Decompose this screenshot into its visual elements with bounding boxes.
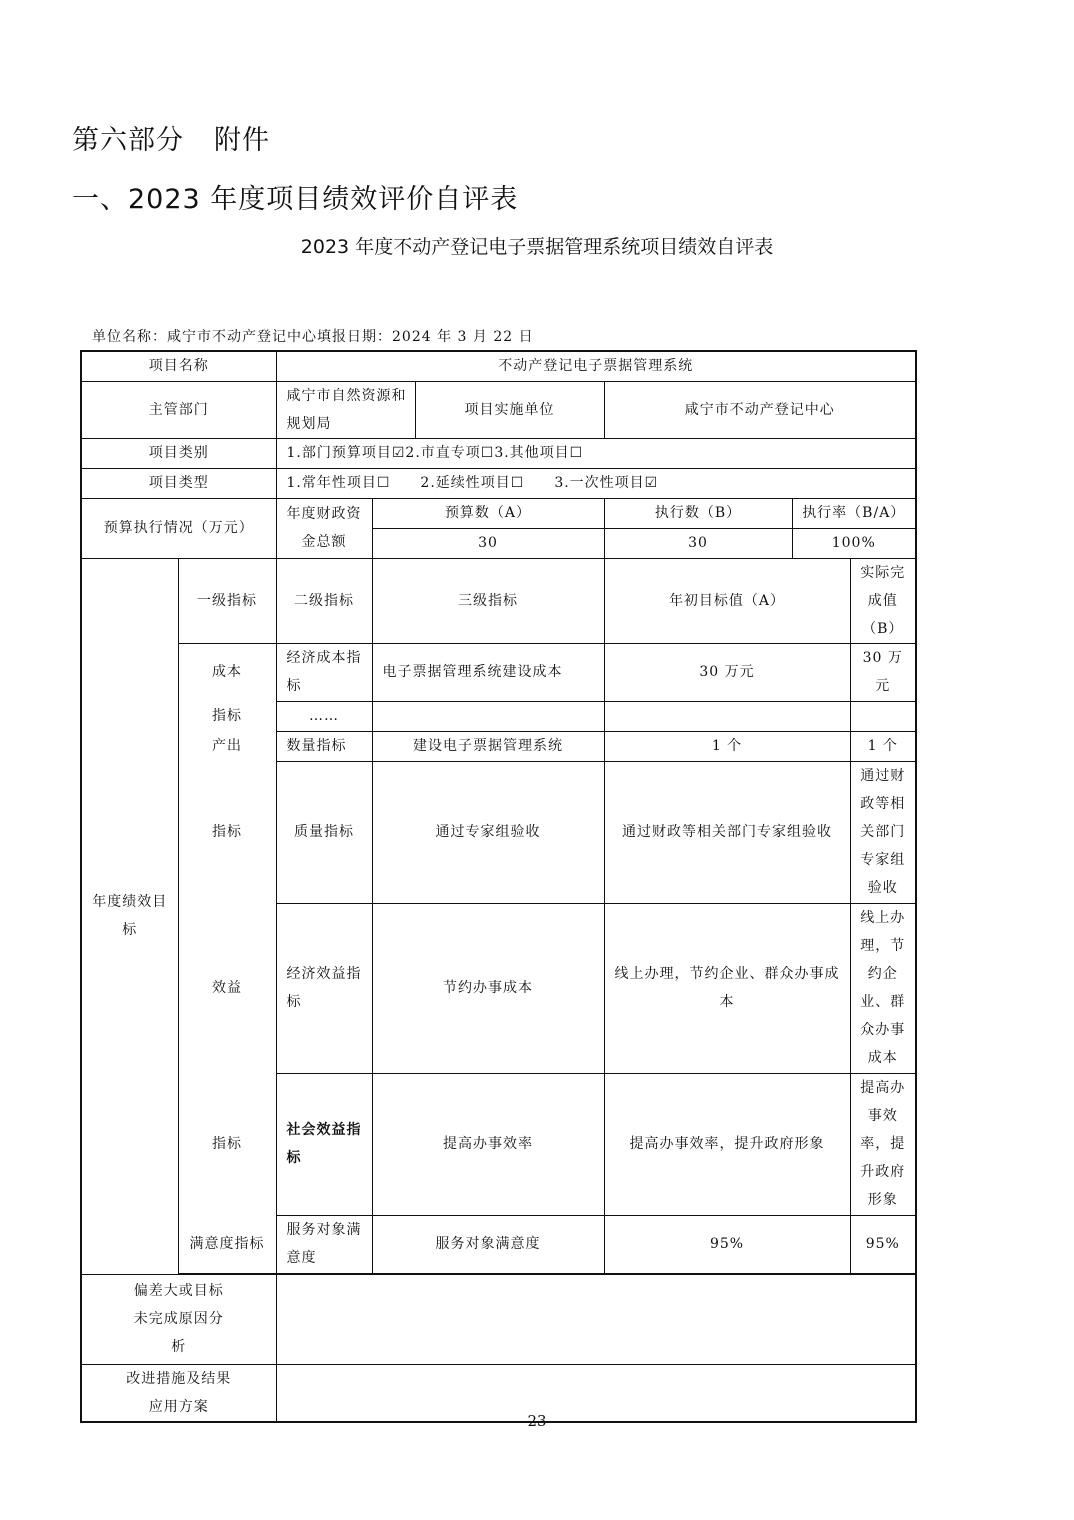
section-annex: 附件 — [214, 125, 270, 156]
table-row — [81, 643, 916, 701]
header-level3: 三级指标 — [372, 558, 604, 643]
table-row — [81, 1073, 916, 1215]
improve-label: 改进措施及结果应用方案 — [81, 1364, 276, 1422]
level1-segment: 指标 — [178, 1073, 276, 1215]
fund-total-label: 年度财政资金总额 — [276, 498, 372, 558]
actual-cell: 1 个 — [850, 731, 916, 761]
section-part: 第六部分 — [72, 125, 184, 156]
actual-cell: 95% — [850, 1215, 916, 1273]
page-heading: 一、2023 年度项目绩效评价自评表 — [72, 184, 519, 215]
level2-cell: 经济成本指标 — [276, 643, 372, 701]
rate-value: 100% — [792, 528, 916, 558]
level1-segment: 指标 — [178, 701, 276, 731]
table-row — [81, 761, 916, 903]
row-project-name — [81, 351, 916, 381]
actual-cell: 提高办事效率，提升政府形象 — [850, 1073, 916, 1215]
level3-cell — [372, 701, 604, 731]
actual-cell: 30 万元 — [850, 643, 916, 701]
row-type — [81, 468, 916, 498]
target-cell: 1 个 — [604, 731, 850, 761]
project-name-value: 不动产登记电子票据管理系统 — [276, 351, 916, 381]
project-name-label: 项目名称 — [81, 351, 276, 381]
goals-group-label: 年度绩效目标 — [81, 558, 178, 1274]
actual-cell — [850, 701, 916, 731]
header-level1: 一级指标 — [178, 558, 276, 643]
table-title: 2023 年度不动产登记电子票据管理系统项目绩效自评表 — [300, 236, 774, 258]
target-cell — [604, 701, 850, 731]
table-row — [81, 1215, 916, 1273]
level1-segment: 指标 — [178, 761, 276, 903]
level2-cell: …… — [276, 701, 372, 731]
level3-cell: 节约办事成本 — [372, 903, 604, 1073]
target-cell: 30 万元 — [604, 643, 850, 701]
target-cell: 线上办理，节约企业、群众办事成本 — [604, 903, 850, 1073]
row-category — [81, 438, 916, 468]
row-deviation — [81, 1274, 916, 1364]
evaluation-table — [80, 350, 917, 1423]
rate-col-header: 执行率（B/A） — [792, 498, 916, 528]
impl-label: 项目实施单位 — [415, 381, 604, 438]
goals-header-row — [81, 558, 916, 643]
exec-value: 30 — [604, 528, 792, 558]
deviation-label: 偏差大或目标未完成原因分析 — [81, 1274, 276, 1364]
dept-value: 咸宁市自然资源和规划局 — [276, 381, 415, 438]
table-row — [81, 903, 916, 1073]
level3-cell: 电子票据管理系统建设成本 — [372, 643, 604, 701]
meta-line: 单位名称：咸宁市不动产登记中心填报日期：2024 年 3 月 22 日 — [92, 329, 534, 345]
actual-cell: 线上办理，节约企业、群众办事成本 — [850, 903, 916, 1073]
budget-label: 预算执行情况（万元） — [81, 498, 276, 558]
table-row — [81, 701, 916, 731]
category-label: 项目类别 — [81, 438, 276, 468]
budget-value: 30 — [372, 528, 604, 558]
level1-segment: 成本 — [178, 643, 276, 701]
level1-segment: 效益 — [178, 903, 276, 1073]
type-label: 项目类型 — [81, 468, 276, 498]
level3-cell: 通过专家组验收 — [372, 761, 604, 903]
target-cell: 提高办事效率，提升政府形象 — [604, 1073, 850, 1215]
header-level2: 二级指标 — [276, 558, 372, 643]
level2-cell: 服务对象满意度 — [276, 1215, 372, 1273]
level2-cell: 社会效益指标 — [276, 1073, 372, 1215]
actual-cell: 通过财政等相关部门专家组验收 — [850, 761, 916, 903]
level3-cell: 建设电子票据管理系统 — [372, 731, 604, 761]
row-budget-header — [81, 498, 916, 528]
deviation-value — [276, 1274, 916, 1364]
target-cell: 通过财政等相关部门专家组验收 — [604, 761, 850, 903]
impl-value: 咸宁市不动产登记中心 — [604, 381, 916, 438]
level2-cell: 数量指标 — [276, 731, 372, 761]
exec-col-header: 执行数（B） — [604, 498, 792, 528]
budget-col-header: 预算数（A） — [372, 498, 604, 528]
target-cell: 95% — [604, 1215, 850, 1273]
table-row — [81, 731, 916, 761]
level1-segment: 产出 — [178, 731, 276, 761]
page-number: 23 — [527, 1412, 547, 1430]
header-target: 年初目标值（A） — [604, 558, 850, 643]
header-actual: 实际完成值（B） — [850, 558, 916, 643]
level2-cell: 质量指标 — [276, 761, 372, 903]
category-value: 1.部门预算项目☑2.市直专项☐3.其他项目☐ — [276, 438, 916, 468]
row-dept — [81, 381, 916, 438]
level2-cell: 经济效益指标 — [276, 903, 372, 1073]
level3-cell: 服务对象满意度 — [372, 1215, 604, 1273]
section-title — [72, 118, 270, 157]
type-value: 1.常年性项目☐ 2.延续性项目☐ 3.一次性项目☑ — [276, 468, 916, 498]
level1-segment: 满意度指标 — [178, 1215, 276, 1273]
dept-label: 主管部门 — [81, 381, 276, 438]
level3-cell: 提高办事效率 — [372, 1073, 604, 1215]
